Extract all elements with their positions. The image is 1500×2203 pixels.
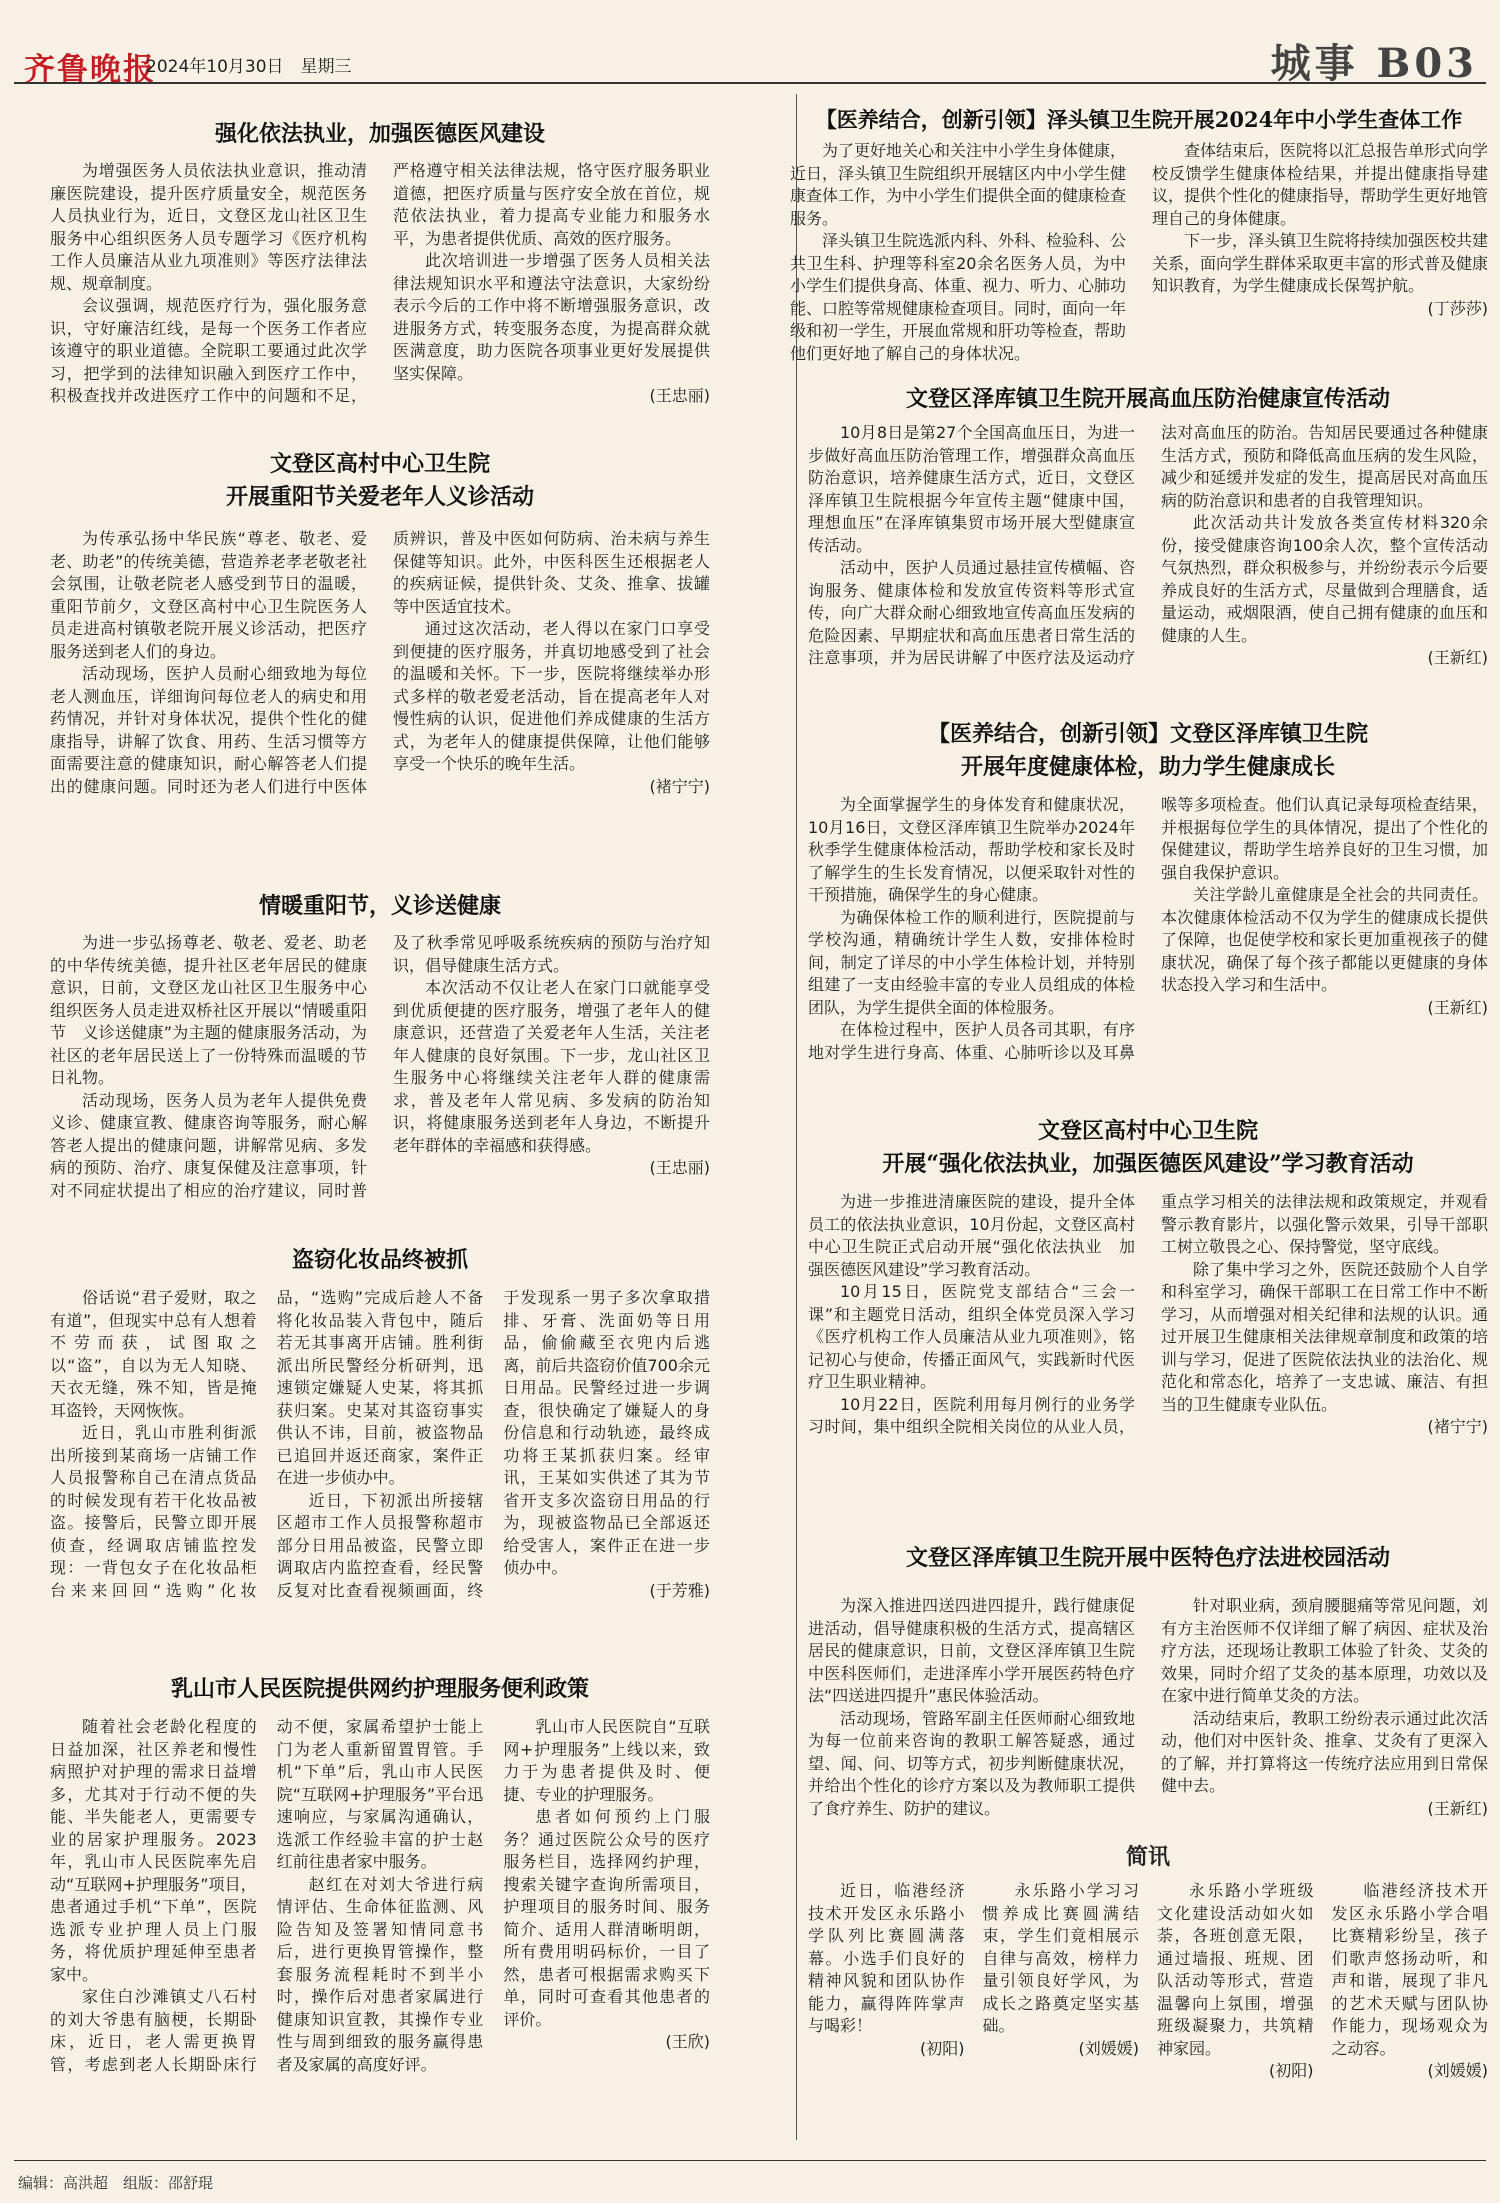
paragraph: 除了集中学习之外，医院还鼓励个人自学和科室学习，确保干部职工在日常工作中不断学习，从而增强对相关纪律和法规的认识。通过开展卫生健康相关法律规章制度和政策的培训与学习，促进了医院依法执业的法治化、规范化和常态化，培养了一支忠诚、廉洁、有担当的卫生健康专业队伍。 (1161, 1259, 1488, 1414)
title-line-1: 盗窃化妆品终被抓 (291, 1247, 468, 1273)
paragraph: 关注学龄儿童健康是全社会的共同责任。本次健康体检活动不仅为学生的健康成长提供了保障，也促使学校和家长更加重视孩子的健康状况，确保了每个孩子都能以更健康的身体状态投入学习和生活中。 (1161, 885, 1488, 994)
title-line-2: 开展重阳节关爱老年人义诊活动 (225, 484, 534, 510)
title-line-1: 情暖重阳节，义诊送健康 (258, 893, 501, 919)
footer-credits: 编辑：高洪超 组版：邵舒琨 (18, 2174, 214, 2192)
brief-item: 永乐路小学班级文化建设活动如火如荼，各班创意无限，通过墙报、班规、团队活动等形式，营造温馨向上氛围，增强班级凝聚力，共筑精神家园。 (1157, 1881, 1314, 2058)
author: (丁莎莎) (1427, 298, 1488, 318)
article-annual-checkup (808, 718, 1488, 1098)
paragraph: 活动现场，医务人员为老年人提供免费义诊、健康宣教、健康咨询等服务，耐心解答老人提出的健康问题，讲解常见病、多发病的预防、治疗、康复保健及注意事项，针对不同症状提出了相应的治疗建议，同时普及了秋季常见呼吸系统疾病的预防与治疗知识，倡导健康生活方式。 (50, 933, 710, 1200)
paragraph: 此次培训进一步增强了医务人员相关法律法规知识水平和遵法守法意识，大家纷纷表示今后的工作中将不断增强服务意识，改进服务方式，转变服务态度，为提高群众就医满意度，助力医院各项事业更好发展提供坚实保障。 (393, 251, 710, 383)
author: (王欣) (665, 2032, 710, 2051)
paragraph: 为传承弘扬中华民族“尊老、敬老、爱老、助老”的传统美德，营造养老孝老敬老社会氛围，让敬老院老人感受到节日的温暖，重阳节前夕，文登区高村中心卫生院医务人员走进高村镇敬老院开展义诊活动，把医疗服务送到老人们的身边。 (50, 529, 367, 661)
paragraph: 患者如何预约上门服务？通过医院公众号的医疗服务栏目，选择网约护理，搜索关键字查询所需项目，护理项目的服务时间、服务简介、适用人群清晰明朗，所有费用明码标价，一目了然，患者可根据需求购买下单，同时可查看其他患者的评价。 (503, 1807, 710, 2029)
paragraph: 乳山市人民医院自“互联网+护理服务”上线以来，致力于为患者提供及时、便捷、专业的护理服务。 (503, 1717, 710, 1804)
paragraph: 泽头镇卫生院选派内科、外科、检验科、公共卫生科、护理等科室20余名医务人员，为中小学生们提供身高、体重、视力、听力、心肺功能、口腔等常规健康检查项目。同时，面向一年级和初一学生，开展血常规和肝功等检查，帮助他们更好地了解自己的身体状况。 (790, 231, 1127, 363)
article-hypertension (808, 383, 1488, 705)
author: (刘媛媛) (1078, 2038, 1139, 2058)
paragraph: 随着社会老龄化程度的日益加深，社区养老和慢性病照护对护理的需求日益增多，尤其对于行动不便的失能、半失能老人，更需要专业的居家护理服务。2023年，乳山市人民医院率先启动“互联网+护理服务”项目，患者通过手机“下单”，医院选派专业护理人员上门服务，将优质护理延伸至患者家中。 (50, 1717, 257, 1984)
paragraph: 为确保体检工作的顺利进行，医院提前与学校沟通，精确统计学生人数，安排体检时间，制定了详尽的中小学生体检计划，并特别组建了一支由经验丰富的专业人员组成的体检团队，为学生提供全面的体检服务。 (808, 907, 1135, 1017)
title-line-1: 乳山市人民医院提供网约护理服务便利政策 (170, 1676, 589, 1702)
briefs-section (808, 1880, 1488, 2152)
article-body (808, 1595, 1488, 1820)
paragraph: 活动中，医护人员通过悬挂宣传横幅、咨询服务、健康体检和发放宣传资料等形式宣传，向广大群众耐心细致地宣传高血压发病的危险因素、早期症状和高血压患者日常生活的注意事项，并为居民讲解了中医疗法及运动疗法对高血压的防治。告知居民要通过各种健康生活方式，预防和降低高血压病的发生风险，减少和延缓并发症的发生，提高居民对高血压病的防治意识和患者的自我管理知识。 (808, 423, 1488, 667)
header-rule (14, 82, 1486, 84)
article-tcm-campus (808, 1542, 1488, 1832)
article-double-ninth-clinic (50, 448, 710, 854)
paragraph: 在体检过程中，医护人员各司其职，有序地对学生进行身高、体重、心肺听诊以及耳鼻喉等多项检查。他们认真记录每项检查结果，并根据每位学生的具体情况，提出了个性化的保健建议，帮助学生培养良好的卫生习惯，加强自我保护意识。 (808, 795, 1488, 1062)
title-line-1: 【医养结合，创新引领】泽头镇卫生院开展2024年中小学生查体工作 (815, 107, 1463, 132)
article-body (50, 160, 710, 408)
column-divider (796, 94, 797, 2140)
paragraph: 为深入推进四送四进四提升，践行健康促进活动，倡导健康积极的生活方式，提高辖区居民的健康意识，日前，文登区泽库镇卫生院中医科医师们，走进泽库小学开展医药特色疗法“四送进四提升”惠民体验活动。 (808, 1596, 1135, 1705)
section-label: 城事 B03 (1270, 40, 1478, 87)
title-line-1: 文登区泽库镇卫生院开展中医特色疗法进校园活动 (905, 1545, 1390, 1571)
article-ethics-education (808, 1115, 1488, 1495)
article-title (808, 1115, 1488, 1181)
paragraph: 近日，乳山市胜利街派出所接到某商场一店铺工作人员报警称自己在清点货品的时候发现有若干化妆品被盗。接警后，民警立即开展侦查，经调取店铺监控发现：一背包女子在化妆品柜台来来回回“选购”化妆品，“选购”完成后趁人不备将化妆品装入背包中，随后若无其事离开店铺。胜利街派出所民警经分析研判，迅速锁定嫌疑人史某，将其抓获归案。史某对其盗窃事实供认不讳，目前，被盗物品已追回并返还商家，案件正在进一步侦办中。 (50, 1288, 484, 1600)
paragraph: 为全面掌握学生的身体发育和健康状况，10月16日，文登区泽库镇卫生院举办2024年秋季学生健康体检活动，帮助学校和家长及时了解学生的生长发育情况，以便采取针对性的干预措施，确保学生的身心健康。 (808, 795, 1135, 904)
paragraph: 为了更好地关心和关注中小学生身体健康，近日，泽头镇卫生院组织开展辖区内中小学生健康查体工作，为中小学生们提供全面的健康检查服务。 (790, 141, 1127, 228)
paragraph: 近日，下初派出所接辖区超市工作人员报警称超市部分日用品被盗，民警立即调取店内监控查看，经民警反复对比查看视频画面，终于发现系一男子多次拿取措排、牙膏、洗面奶等日用品，偷偷藏至衣兜内后逃离，前后共盗窃价值700余元日用品。民警经过进一步调查，很快确定了嫌疑人的身份信息和行动轨迹，最终成功将王某抓获归案。经审讯，王某如实供述了其为节省开支多次盗窃日用品的行为，现被盗物品已全部返还给受害人，案件正在进一步侦办中。 (276, 1288, 710, 1600)
paragraph: 10月8日是第27个全国高血压日，为进一步做好高血压防治管理工作，增强群众高血压防治意识，培养健康生活方式，近日，文登区泽库镇卫生院根据今年宣传主题“健康中国，理想血压”在泽库镇集贸市场开展大型健康宣传活动。 (808, 423, 1135, 555)
author: (王新红) (1427, 648, 1488, 667)
article-body (50, 932, 710, 1202)
article-body (808, 422, 1488, 670)
article-title (50, 448, 710, 514)
author: (褚宁宁) (1427, 1417, 1488, 1436)
article-title (808, 383, 1488, 416)
paragraph: 查体结束后，医院将以汇总报告单形式向学校反馈学生健康体检结果，并提出健康指导建议，提供个性化的健康指导，帮助学生更好地管理自己的身体健康。 (1152, 141, 1488, 228)
article-title (50, 1673, 710, 1706)
brief-item: 临港经济技术开发区永乐路小学合唱比赛精彩纷呈，孩子们歌声悠扬动听，和声和谐，展现了非凡的艺术天赋与团队协作能力，现场观众为之动容。 (1331, 1881, 1488, 2058)
author: (褚宁宁) (649, 776, 710, 796)
author: (王新红) (1427, 997, 1488, 1017)
title-line-1: 强化依法执业，加强医德医风建设 (214, 121, 545, 147)
paragraph: 俗话说“君子爱财，取之有道”，但现实中总有人想着不劳而获，试图取之以“盗”，自以为无人知晓、天衣无缝，殊不知，皆是掩耳盗铃，天网恢恢。 (50, 1288, 257, 1420)
paragraph: 通过这次活动，老人得以在家门口享受到便捷的医疗服务，并真切地感受到了社会的温暖和关怀。下一步，医院将继续举办形式多样的敬老爱老活动，旨在提高老年人对慢性病的认识，促进他们养成健康的生活方式，为老年人的健康提供保障，让他们能够享受一个快乐的晚年生活。 (393, 619, 710, 773)
paragraph: 家住白沙滩镇丈八石村的刘大爷患有脑梗，长期卧床，近日，老人需更换胃管，考虑到老人长期卧床行动不便，家属希望护士能上门为老人重新留置胃管。手机“下单”后，乳山市人民医院“互联网+护理服务”平台迅速响应，与家属沟通确认，选派工作经验丰富的护士赵红前往患者家中服务。 (50, 1717, 484, 2074)
paragraph: 活动现场，管路军副主任医师耐心细致地为每一位前来咨询的教职工解答疑惑，通过望、闻、问、切等方式，初步判断健康状况，并给出个性化的诊疗方案以及为教师职工提供了食疗养生、防护的建议。 (808, 1708, 1135, 1818)
article-body (50, 1716, 710, 2076)
article-title (50, 890, 710, 923)
brief-item: 永乐路小学习习惯养成比赛圆满结束，学生们竟相展示自律与高效，榜样力量引领良好学风，为成长之路奠定坚实基础。 (982, 1881, 1139, 2035)
title-line-2: 开展“强化依法执业，加强医德医风建设”学习教育活动 (882, 1151, 1414, 1177)
paragraph: 下一步，泽头镇卫生院将持续加强医校共建关系，面向学生群体采取更丰富的形式普及健康知识教育，为学生健康成长保驾护航。 (1152, 231, 1488, 295)
paragraph: 赵红在对刘大爷进行病情评估、生命体征监测、风险告知及签署知情同意书后，进行更换胃管操作，整套服务流程耗时不到半小时，操作后对患者家属进行健康知识宣教，其操作专业性与周到细致的服务赢得患者及家属的高度好评。 (276, 1874, 484, 2074)
paragraph: 针对职业病，颈肩腰腿痛等常见问题，刘有方主治医师不仅详细了解了病因、症状及治疗方法，还现场让教职工体验了针灸、艾灸的效果，同时介绍了艾灸的基本原理，功效以及在家中进行简单艾灸的方法。 (1161, 1596, 1488, 1705)
issue-date: 2024年10月30日 星期三 (146, 57, 352, 77)
article-body (50, 1287, 710, 1602)
author: (初阳) (920, 2038, 965, 2058)
article-law-practice (50, 118, 710, 436)
briefs-title: 简讯 (1125, 1844, 1170, 1870)
title-line-1: 文登区高村中心卫生院 (269, 451, 490, 477)
title-line-1: 文登区泽库镇卫生院开展高血压防治健康宣传活动 (905, 386, 1390, 412)
article-student-checkup (790, 103, 1488, 375)
paragraph: 为增强医务人员依法执业意识，推动清廉医院建设，提升医疗质量安全，规范医务人员执业行为，近日，文登区龙山社区卫生服务中心组织医务人员专题学习《医疗机构工作人员廉洁从业九项准则》等医疗法律法规、规章制度。 (50, 161, 367, 293)
author: (王忠丽) (649, 386, 710, 405)
article-body (808, 794, 1488, 1064)
paragraph: 会议强调，规范医疗行为，强化服务意识，守好廉洁红线，是每一个医务工作者应该遵守的职业道德。全院职工要通过此次学习，把学到的法律知识融入到医疗工作中，积极查找并改进医疗工作中的问题和不足，严格遵守相关法律法规，恪守医疗服务职业道德，把医疗质量与医疗安全放在首位，规范依法执业，着力提高专业能力和服务水平，为患者提供优质、高效的医疗服务。 (50, 161, 710, 405)
author: (初阳) (1269, 2061, 1314, 2080)
article-title (50, 1244, 710, 1277)
article-body (790, 140, 1488, 365)
masthead-logo: 齐鲁晚报 (24, 52, 156, 88)
brief-item: 近日，临港经济技术开发区永乐路小学队列比赛圆满落幕。小选手们良好的精神风貌和团队协作能力，赢得阵阵掌声与喝彩！ (808, 1881, 965, 2035)
paragraph: 活动现场，医护人员耐心细致地为每位老人测血压，详细询问每位老人的病史和用药情况，并针对身体状况，提供个性化的健康指导，讲解了饮食、用药、生活习惯等方面需要注意的健康知识，耐心解答老人们提出的健康问题。同时还为老人们进行中医体质辨识，普及中医如何防病、治未病与养生保健等知识。此外，中医科医生还根据老人的疾病证候，提供针灸、艾灸、推拿、拔罐等中医适宜技术。 (50, 529, 710, 796)
briefs-body (808, 1880, 1488, 2083)
paragraph: 为进一步推进清廉医院的建设，提升全体员工的依法执业意识，10月份起，文登区高村中心卫生院正式启动开展“强化依法执业 加强医德医风建设”学习教育活动。 (808, 1192, 1135, 1279)
footer-rule (14, 2160, 1486, 2161)
author: (刘媛媛) (1427, 2061, 1488, 2080)
article-body (50, 528, 710, 798)
article-online-nursing (50, 1673, 710, 2151)
title-line-1: 【医养结合，创新引领】文登区泽库镇卫生院 (927, 721, 1368, 747)
article-cosmetics-theft (50, 1244, 710, 1662)
paragraph: 此次活动共计发放各类宣传材料320余份，接受健康咨询100余人次，整个宣传活动气氛热烈，群众积极参与，并纷纷表示今后要养成良好的生活方式，尽量做到合理膳食，适量运动，戒烟限酒，使自己拥有健康的血压和健康的人生。 (1161, 513, 1488, 645)
article-title (790, 103, 1488, 136)
paragraph: 10月22日，医院利用每月例行的业务学习时间，集中组织全院相关岗位的从业人员，重点学习相关的法律法规和政策规定，并观看警示教育影片，以强化警示效果，引导干部职工树立敬畏之心、保持警觉，坚守底线。 (808, 1192, 1488, 1436)
page-header (0, 0, 1500, 88)
author: (于芳雅) (649, 1580, 710, 1600)
title-line-2: 开展年度健康体检，助力学生健康成长 (960, 754, 1335, 780)
paragraph: 10月15日，医院党支部结合“三会一课”和主题党日活动，组织全体党员深入学习《医疗机构工作人员廉洁从业九项准则》，铭记初心与使命，传播正面风气，实践新时代医疗卫生职业精神。 (808, 1282, 1135, 1391)
paragraph: 为进一步弘扬尊老、敬老、爱老、助老的中华传统美德，提升社区老年居民的健康意识，日前，文登区龙山社区卫生服务中心组织医务人员走进双桥社区开展以“情暖重阳节 义诊送健康”为主题的健康服务活动，为社区的老年居民送上了一份特殊而温暖的节日礼物。 (50, 933, 367, 1087)
article-title (50, 118, 710, 151)
author: (王忠丽) (649, 1158, 710, 1177)
title-line-1: 文登区高村中心卫生院 (1037, 1118, 1258, 1144)
article-title (808, 1542, 1488, 1575)
paragraph: 本次活动不仅让老人在家门口就能享受到优质便捷的医疗服务，增强了老年人的健康意识，还营造了关爱老年人生活，关注老年人健康的良好氛围。下一步，龙山社区卫生服务中心将继续关注老年人群的健康需求，普及老年人常见病、多发病的防治知识，将健康服务送到老年人身边，不断提升老年群体的幸福感和获得感。 (393, 978, 710, 1155)
article-body (808, 1191, 1488, 1439)
article-warm-double-ninth (50, 890, 710, 1226)
paragraph: 活动结束后，教职工纷纷表示通过此次活动，他们对中医针灸、推拿、艾灸有了更深入的了解，并打算将这一传统疗法应用到日常保健中去。 (1161, 1708, 1488, 1795)
article-title (808, 718, 1488, 784)
author: (王新红) (1427, 1798, 1488, 1818)
